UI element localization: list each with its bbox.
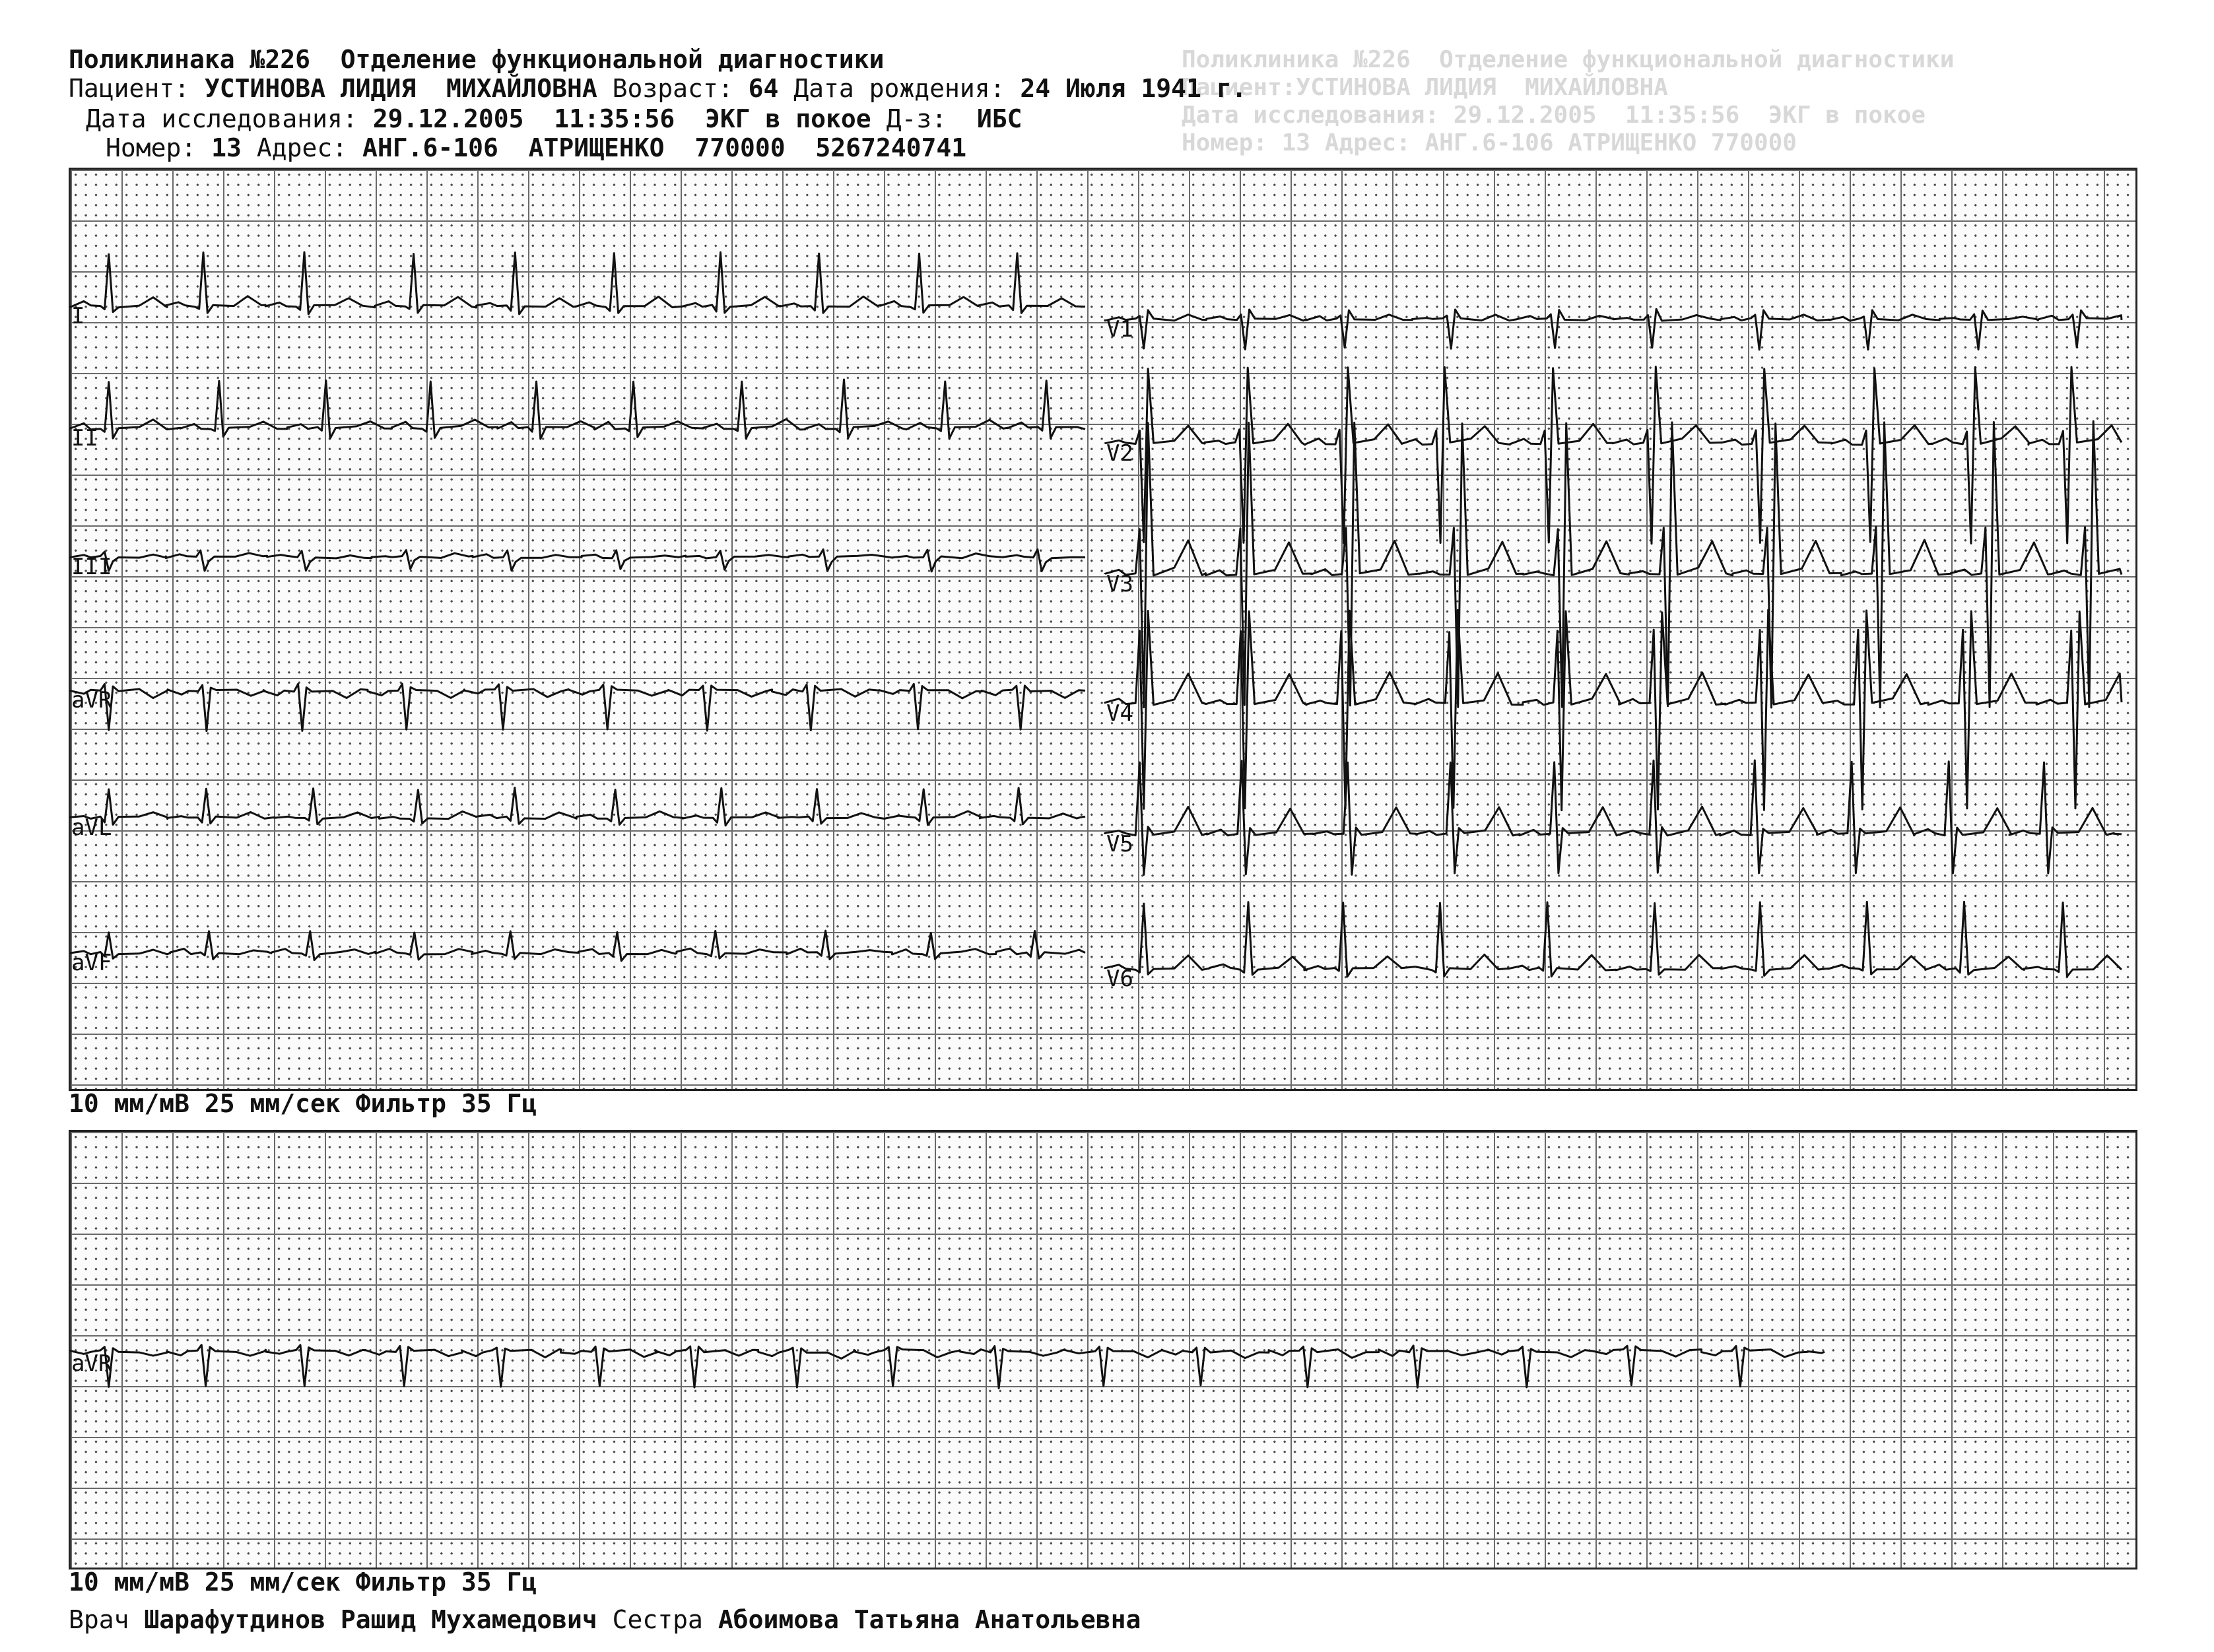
signature-line: Врач Шарафутдинов Рашид Мухамедович Сестра Абоимова Татьяна Анатольевна	[69, 1605, 1141, 1634]
patient-line: Пациент: УСТИНОВА ЛИДИЯ МИХАЙЛОВНА Возраст: 64 Дата рождения: 24 Июля 1941 г.	[69, 74, 1247, 103]
bleed-through-text: Поликлиника №226 Отделение функциональной диагностики	[1182, 46, 1955, 73]
bleed-through-text: Пациент:УСТИНОВА ЛИДИЯ МИХАЙЛОВНА	[1182, 74, 1668, 101]
panel2-settings: 10 мм/мВ 25 мм/сек Фильтр 35 Гц	[69, 1568, 537, 1597]
lead-label-v6: V6	[1106, 966, 1133, 992]
ecg-traces-12-lead	[69, 168, 2135, 1089]
lead-label-v4: V4	[1106, 700, 1133, 727]
ecg-trace-v5	[1105, 760, 2122, 875]
ecg-traces-rhythm	[69, 1130, 2135, 1568]
ecg-trace-v2	[1105, 367, 2122, 544]
bleed-through-text: Дата исследования: 29.12.2005 11:35:56 ЭКГ в покое	[1182, 102, 1926, 129]
lead-label-avr: aVR	[71, 1350, 112, 1377]
ecg-trace-avl	[70, 787, 1085, 825]
lead-label-avl: aVL	[71, 814, 112, 841]
ecg-trace-v1	[1105, 309, 2122, 350]
clinic-title: Поликлинака №226 Отделение функциональной диагностики	[69, 45, 885, 74]
ecg-trace-v4	[1105, 610, 2122, 810]
lead-label-ii: II	[71, 425, 98, 451]
lead-label-v1: V1	[1106, 316, 1133, 343]
number-line: Номер: 13 Адрес: АНГ.6-106 АТРИЩЕНКО 770000 5267240741	[106, 133, 967, 162]
ecg-trace-v6	[1105, 902, 2122, 976]
study-line: Дата исследования: 29.12.2005 11:35:56 ЭКГ в покое Д-з: ИБС	[86, 104, 1023, 133]
lead-label-iii: III	[71, 554, 112, 580]
lead-label-v5: V5	[1106, 831, 1133, 857]
ecg-trace-i	[70, 252, 1085, 314]
lead-label-i: I	[71, 303, 85, 329]
ecg-trace-avf	[70, 931, 1085, 961]
lead-label-v3: V3	[1106, 571, 1133, 597]
bleed-through-text: Номер: 13 Адрес: АНГ.6-106 АТРИЩЕНКО 770000	[1182, 129, 1797, 156]
ecg-trace-iii	[70, 549, 1085, 572]
ecg-trace-avr	[70, 1345, 1825, 1389]
panel1-settings: 10 мм/мВ 25 мм/сек Фильтр 35 Гц	[69, 1089, 537, 1118]
lead-label-avr: aVR	[71, 687, 112, 713]
ecg-trace-avr	[70, 684, 1085, 731]
lead-label-avf: aVF	[71, 950, 112, 976]
lead-label-v2: V2	[1106, 440, 1133, 467]
ecg-trace-ii	[70, 380, 1085, 439]
